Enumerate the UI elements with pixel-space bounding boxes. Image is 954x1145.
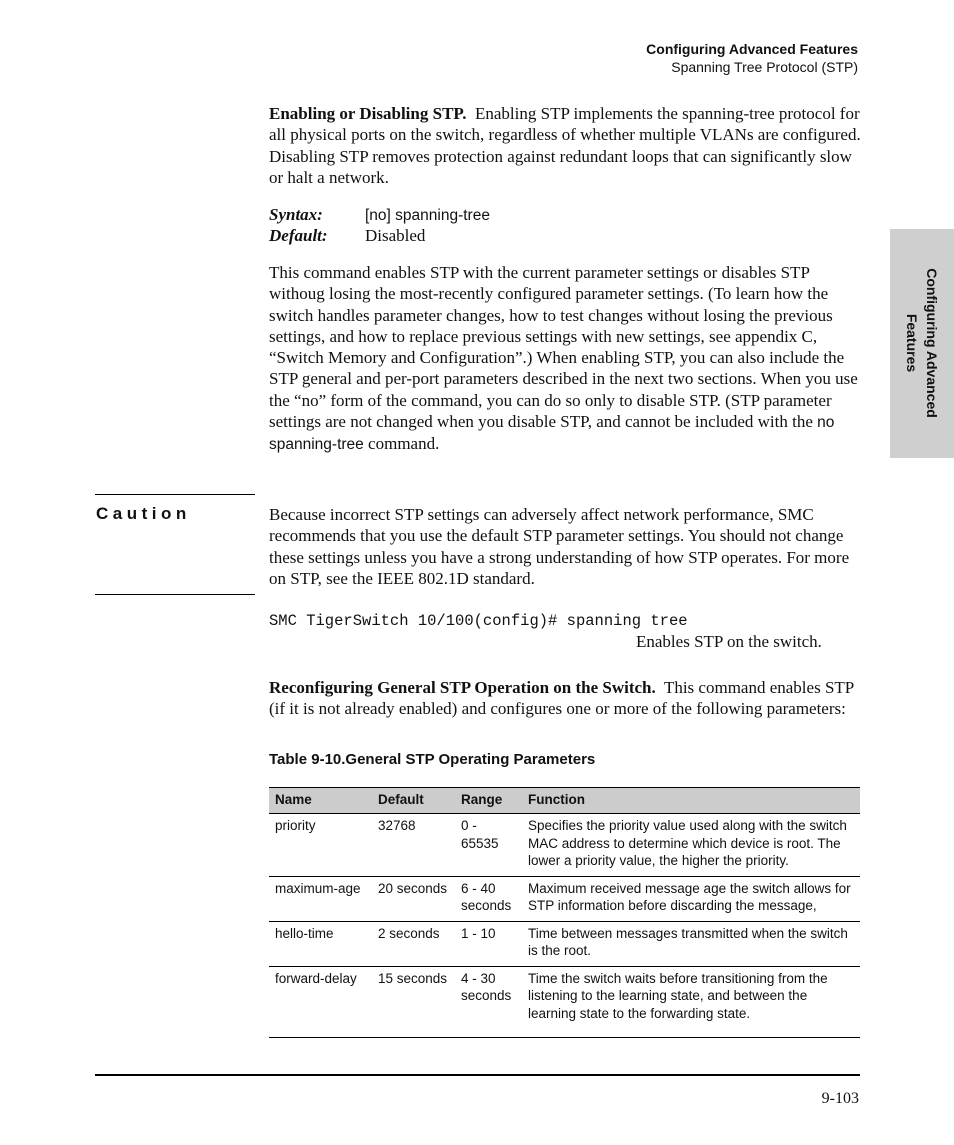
caution-label: Caution [96,504,191,523]
table-cell: forward-delay [269,966,372,1038]
stp-parameters-table [269,787,860,1038]
table-cell: priority [269,814,372,877]
default-row [269,225,425,246]
table-header-default: Default [372,788,455,814]
caution-text: Because incorrect STP settings can adversely affect network performance, SMC recommends that you use the default STP parameter settings. You should not change these settings unless you have a strong understanding of how STP operates. For more on STP, see the IEEE 802.1D standard. [269,505,850,588]
default-value: Disabled [365,226,426,245]
running-header-title: Configuring Advanced Features [646,41,858,57]
table-row [269,814,860,877]
table-cell: maximum-age [269,876,372,921]
table-row [269,921,860,966]
table-cell: Time between messages transmitted when the switch is the root. [522,921,860,966]
page-number: 9-103 [821,1090,859,1107]
syntax-value: [no] spanning-tree [365,207,490,224]
table-cell: 15 seconds [372,966,455,1038]
syntax-label: Syntax: [269,205,323,224]
example-command-description: Enables STP on the switch. [636,632,822,651]
footer-rule [95,1074,860,1076]
table-cell: 6 - 40 seconds [455,876,522,921]
example-command: SMC TigerSwitch 10/100(config)# spanning tree [269,612,688,630]
reconfigure-stp-body: This command enables STP (if it is not already enabled) and configures one or more of the following parameters: [269,678,854,719]
enable-stp-paragraph [269,103,861,188]
no-spanning-tree-code: no spanning-tree [269,414,835,454]
reconfigure-stp-heading: Reconfiguring General STP Operation on the Switch. [269,678,656,697]
enable-stp-body: Enabling STP implements the spanning-tree protocol for all physical ports on the switch, regardless of whether multiple VLANs are configured. Disabling STP removes protection against redundant loops that can significantly slow or halt a network. [269,104,861,187]
table-cell: 4 - 30 seconds [455,966,522,1038]
table-cell: 0 - 65535 [455,814,522,877]
table-caption: Table 9-10.General STP Operating Parameters [269,751,596,768]
command-description-text: This command enables STP with the current parameter settings or disables STP withoug losing the most-recently configured parameter settings. (To learn how the switch handles parameter changes, how to test changes without losing the previous settings, and how to replace previous settings with new settings, see appendix C, “Switch Memory and Configuration”.) When enabling STP, you can also include the STP general and per-port parameters described in the next two sections. When you use the “no” form of the command, you can do so only to disable STP. (STP parameter settings are not changed when you disable STP, and cannot be included with the [269,263,858,432]
table-cell: 1 - 10 [455,921,522,966]
table-cell: Specifies the priority value used along with the switch MAC address to determine which device is root. The lower a priority value, the higher the priority. [522,814,860,877]
table-cell: 2 seconds [372,921,455,966]
default-label: Default: [269,226,328,245]
side-tab-label: Configuring Advanced Features [904,268,940,418]
table-cell: Time the switch waits before transitioning from the listening to the learning state, and between the learning state to the forwarding state. [522,966,860,1038]
table-header-function: Function [522,788,860,814]
table-row [269,966,860,1038]
table-row [269,876,860,921]
enable-stp-heading: Enabling or Disabling STP. [269,104,467,123]
caution-top-rule [95,494,255,495]
reconfigure-stp-paragraph [269,677,861,720]
command-description-paragraph [269,262,861,456]
table-cell: 32768 [372,814,455,877]
caution-bottom-rule [95,594,255,595]
table-cell: hello-time [269,921,372,966]
table-header-name: Name [269,788,372,814]
table-cell: Maximum received message age the switch allows for STP information before discarding the message, [522,876,860,921]
table-header-range: Range [455,788,522,814]
table-header-row [269,788,860,814]
table-cell: 20 seconds [372,876,455,921]
running-header-subtitle: Spanning Tree Protocol (STP) [671,59,858,75]
syntax-row [269,204,490,226]
command-description-tail: command. [368,434,440,454]
